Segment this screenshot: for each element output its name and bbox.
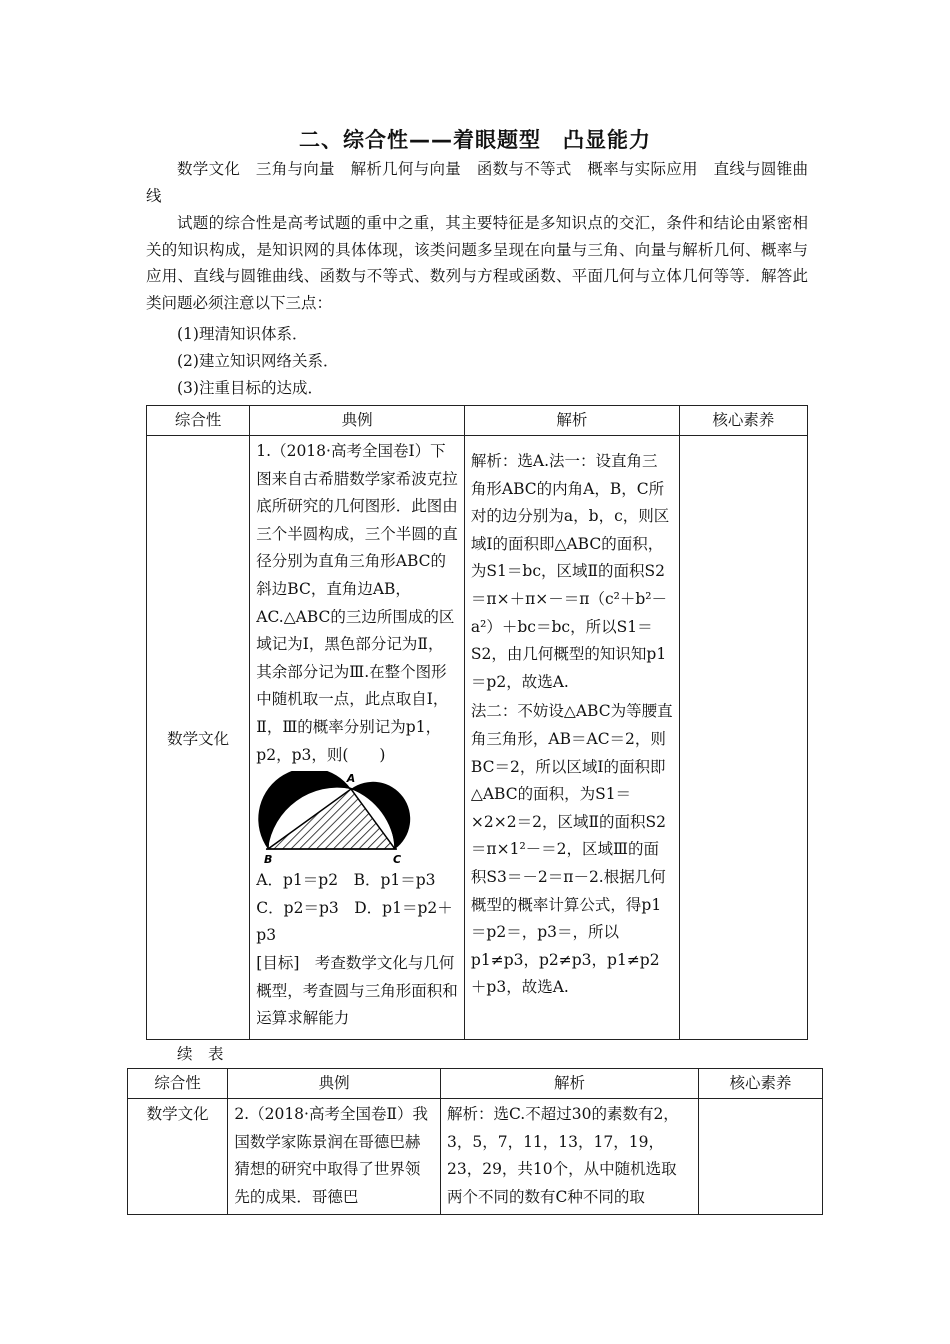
label-c: C	[393, 853, 402, 867]
label-b: B	[264, 853, 273, 867]
option-c: C．p2＝p3	[256, 898, 339, 917]
table-row	[128, 1099, 823, 1215]
header-category: 综合性	[147, 406, 250, 436]
header-example: 典例	[250, 406, 465, 436]
options-cd	[256, 895, 458, 950]
row2-core	[699, 1099, 823, 1215]
row1-analysis-cell	[464, 436, 679, 1040]
table-header-row	[128, 1069, 823, 1099]
continued-label: 续 表	[177, 1045, 224, 1063]
row2-example-cell	[228, 1099, 441, 1215]
option-d: D．p1＝p2＋p3	[256, 898, 453, 945]
row1-options	[250, 867, 464, 1035]
row1-analysis-method2: 法二：不妨设△ABC为等腰直角三角形，AB＝AC＝2，则BC＝2，所以区域Ⅰ的面积即△ABC的面积，为S1＝×2×2＝2，区域Ⅱ的面积S2＝π×1²－＝2，区域Ⅲ的面积S3＝－2＝π－2.根据几何概型的概率计算公式，得p1＝p2＝，p3＝，所以p1≠p3，p2≠p3，p1≠p2＋p3，故选A.	[470, 702, 673, 997]
header-example: 典例	[228, 1069, 441, 1099]
row1-example-cell	[250, 436, 465, 1040]
row2-category: 数学文化	[146, 1105, 209, 1123]
options-ab	[256, 867, 458, 895]
table-header-row	[147, 406, 808, 436]
row2-analysis-text: 解析：选C.不超过30的素数有2，3，5，7，11，13，17，19，23，29，共10个，从中随机选取两个不同的数有C种不同的取	[446, 1105, 679, 1206]
row2-example-text: 2.（2018·高考全国卷Ⅱ）我国数学家陈景润在哥德巴赫猜想的研究中取得了世界领先的成果．哥德巴	[234, 1105, 429, 1206]
header-core: 核心素养	[699, 1069, 823, 1099]
header-analysis: 解析	[440, 1069, 698, 1099]
option-a: A．p1＝p2	[256, 871, 339, 890]
topics-line: 数学文化 三角与向量 解析几何与向量 函数与不等式 概率与实际应用 直线与圆锥曲线	[146, 160, 808, 205]
option-b: B．p1＝p3	[353, 871, 436, 890]
header-category: 综合性	[128, 1069, 228, 1099]
row2-category-cell	[128, 1099, 228, 1215]
row1-category: 数学文化	[147, 436, 250, 1040]
row1-core	[679, 436, 807, 1040]
point-2: (2)建立知识网络关系．	[177, 352, 339, 370]
row1-analysis-method1: 解析：选A.法一：设直角三角形ABC的内角A，B，C所对的边分别为a，b，c，则区域Ⅰ的面积即△ABC的面积，为S1＝bc，区域Ⅱ的面积S2＝π×＋π×－＝π（c²＋b²－a²）＋bc＝bc，所以S1＝S2，由几何概型的知识知p1＝p2，故选A.	[470, 452, 670, 691]
section-title: 二、综合性——着眼题型 凸显能力	[299, 128, 651, 152]
header-analysis: 解析	[464, 406, 679, 436]
row1-example-text: 1.（2018·高考全国卷Ⅰ）下图来自古希腊数学家希波克拉底所研究的几何图形．此图由三个半圆构成，三个半圆的直径分别为直角三角形ABC的斜边BC，直角边AB，AC.△ABC的三边所围成的区域记为Ⅰ，黑色部分记为Ⅱ，其余部分记为Ⅲ.在整个图形中随机取一点，此点取自Ⅰ，Ⅱ，Ⅲ的概率分别记为p1，p2，p3，则( )	[256, 442, 458, 764]
example-table-2	[127, 1068, 823, 1215]
header-core: 核心素养	[679, 406, 807, 436]
point-1: (1)理清知识体系．	[177, 325, 308, 343]
example-table-1	[146, 405, 808, 1040]
hippocrates-lune-figure	[258, 771, 418, 867]
table-row	[147, 436, 808, 1040]
label-a: A	[347, 772, 356, 786]
point-3: (3)注重目标的达成．	[177, 379, 323, 397]
row1-goal: [目标] 考查数学文化与几何概型，考查圆与三角形面积和运算求解能力	[256, 953, 458, 1028]
intro-paragraph: 试题的综合性是高考试题的重中之重，其主要特征是多知识点的交汇，条件和结论由紧密相关的知识构成，是知识网的具体体现，该类问题多呈现在向量与三角、向量与解析几何、概率与应用、直线与圆锥曲线、函数与不等式、数列与方程或函数、平面几何与立体几何等等．解答此类问题必须注意以下三点：	[146, 214, 808, 312]
row2-analysis-cell	[440, 1099, 698, 1215]
